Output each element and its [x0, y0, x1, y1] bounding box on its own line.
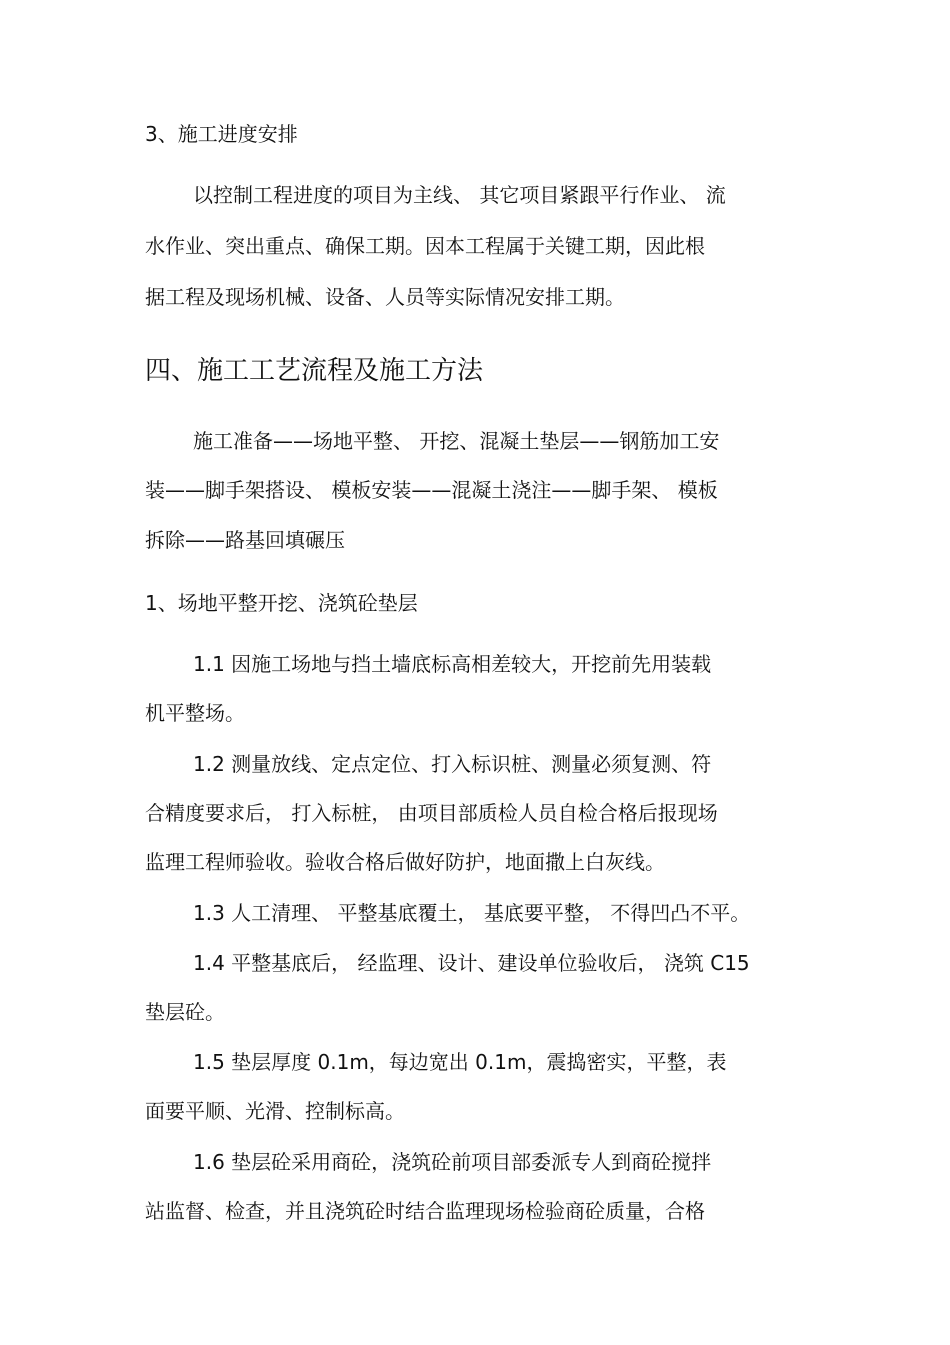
- item-1-5-line: 面要平顺、光滑、控制标高。: [145, 1099, 405, 1123]
- item-1-2-line: 监理工程师验收。验收合格后做好防护，地面撒上白灰线。: [145, 850, 665, 874]
- paragraph-line: 装——脚手架搭设、 模板安装——混凝土浇注——脚手架、 模板: [145, 478, 718, 502]
- item-1-1-line: 1.1 因施工场地与挡土墙底标高相差较大，开挖前先用装载: [193, 652, 712, 676]
- item-1-6-line: 1.6 垫层砼采用商砼，浇筑砼前项目部委派专人到商砼搅拌: [193, 1150, 712, 1174]
- subsection-heading-1: 1、场地平整开挖、浇筑砼垫层: [145, 591, 418, 615]
- chapter-heading-4: 四、施工工艺流程及施工方法: [145, 356, 484, 386]
- paragraph-line: 施工准备——场地平整、 开挖、混凝土垫层——钢筋加工安: [193, 429, 720, 453]
- item-1-4-line: 1.4 平整基底后， 经监理、设计、建设单位验收后， 浇筑 C15: [193, 951, 750, 975]
- item-1-4-line: 垫层砼。: [145, 1000, 225, 1024]
- item-1-6-line: 站监督、检查，并且浇筑砼时结合监理现场检验商砼质量，合格: [145, 1199, 705, 1223]
- item-1-5-line: 1.5 垫层厚度 0.1m，每边宽出 0.1m，震捣密实，平整，表: [193, 1050, 727, 1074]
- item-1-1-line: 机平整场。: [145, 701, 245, 725]
- paragraph-line: 拆除——路基回填碾压: [145, 528, 345, 552]
- item-1-3-line: 1.3 人工清理、 平整基底覆土， 基底要平整， 不得凹凸不平。: [193, 901, 751, 925]
- item-1-2-line: 1.2 测量放线、定点定位、打入标识桩、测量必须复测、符: [193, 752, 712, 776]
- paragraph-line: 据工程及现场机械、设备、人员等实际情况安排工期。: [145, 285, 625, 309]
- item-1-2-line: 合精度要求后， 打入标桩， 由项目部质检人员自检合格后报现场: [145, 801, 718, 825]
- paragraph-line: 水作业、突出重点、确保工期。因本工程属于关键工期，因此根: [145, 234, 705, 258]
- paragraph-line: 以控制工程进度的项目为主线、 其它项目紧跟平行作业、 流: [193, 183, 726, 207]
- section-heading-3: 3、施工进度安排: [145, 122, 298, 146]
